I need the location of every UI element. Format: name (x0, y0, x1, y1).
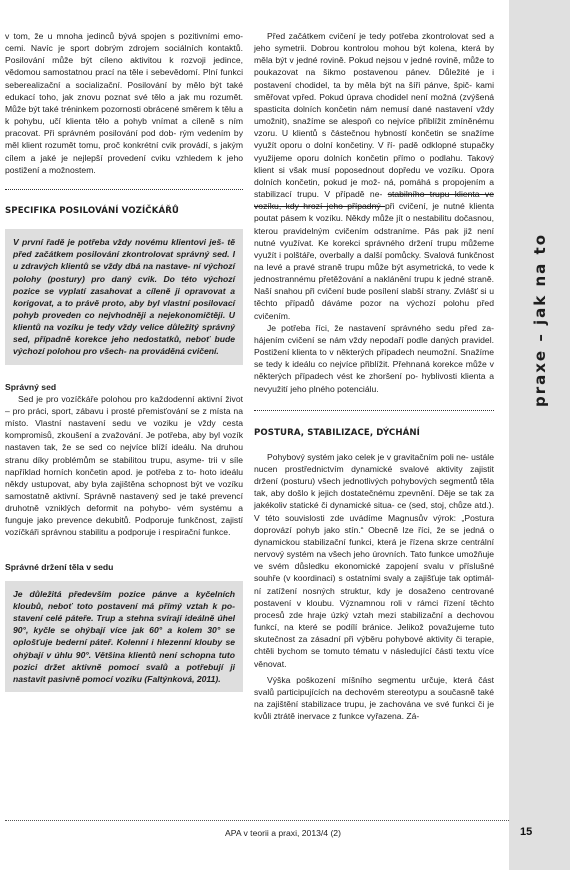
text-line: vlastní posilovací pohyb proveden co nejvhodněji (13, 297, 235, 320)
text-line: funkcí, na které se podílí bránice. Jelikož považujeme tuto (254, 622, 494, 633)
text-line: hoto ideálu někdy ustupovat, aby byla zajištěna schopnost (5, 466, 243, 489)
text-line: nedostatků, neboť bude výchozí polohou pro všech- (13, 334, 235, 357)
text-line: cemi. Navíc je sport dobrým zdrojem sociálních kontaktů. (5, 43, 243, 54)
text-line: V první řadě je potřeba vždy novému klientovi ješ- (13, 237, 228, 248)
text-line: být také edukací toho, jak znovu poznat své tělo a jak mu (5, 79, 243, 102)
text-line: na prováděná cvičení. (129, 346, 219, 357)
text-line: přímo o podlahu. Takový klient si však musí poposednout (254, 152, 494, 175)
text-line: na všech jeho úrovních. Tato funkce umožňuje ve svém (254, 549, 494, 572)
section-divider (254, 410, 494, 411)
text-line: sed. I u zdravých klientů se vždy dbá na nastave- (13, 249, 235, 272)
text-line: vědomou samostatnou prací na těle i sebevědomí. Plní (5, 67, 221, 78)
footer-divider (5, 820, 509, 821)
text-line: druhou stranu díky problémům se stabilitou trupu, asyme- (5, 442, 243, 465)
text-line: Je důležitá především pozice pánve a kyčelních (13, 588, 235, 599)
text-line: velice důležitý správný sed, případně korekce jeho (13, 322, 235, 345)
text-line: svalů participujících na dechovém stereotypu a současně (254, 686, 478, 697)
text-line: hájením cvičení se nám vždy nepodaří podle daných pravidel. Postižení klienta to v některých případech neumožní. (254, 334, 494, 358)
text-line: přiblížit zmíněnému vzoru. U klientů s částečnou hybností (254, 116, 494, 139)
text-line: může jít o nestabilitu dočasnou, kterou pravidelným cvičením odstraníme. Pás pak již není nutné využívat. Ke korekci (254, 213, 494, 248)
text-line: také na zajištění stabilizace trupu, je zachována ve své (254, 686, 494, 709)
korekce-paragraph (254, 322, 494, 395)
text-line: v tom, že u mnoha jedinců bývá spojen s pozitivními emo- (5, 31, 243, 41)
text-line: rým vedením by měl klient rozumět tomu, proč konkrétní (5, 128, 243, 151)
text-line: funkčnost, zajistí vozíčkáři správnou stabilitu a podporuje (5, 515, 244, 538)
text-line: nastavení vždy umožnit), snažíme se alespoň co nejvíce (254, 103, 495, 127)
text-line: nastavit pasivně pomocí vozíku (Faltýnková, 2011). (13, 673, 221, 684)
text-line: korekce může v některých případech vést ke zhoršení po- (254, 359, 494, 382)
subheading-spravny-sed: Správný sed (5, 381, 57, 392)
section-sidebar (509, 0, 570, 870)
text-line: Obecně lze říci, že se jedná o dynamickou stabilizační (254, 524, 494, 547)
text-line: se oplošťuje bederní páteř. Kolenní i hlezenní klouby (13, 625, 235, 648)
text-line: funkci či je kvůli ztrátě inervace z funkce vyřazena. Zá- (254, 698, 494, 722)
text-line: být ve vozíku samostatně aktivní. Správně nastavený sed (5, 478, 243, 501)
text-line: Magnusův výrok: „Postura doprovází pohyb jako stín.“ (254, 512, 494, 535)
text-line: procesů zde hraje úzký vztah mezi stabilizační a dechovou (254, 609, 494, 620)
text-line: přetěžování a naklánění trupu k jedné straně. Naší snahou (254, 274, 494, 297)
text-line: byl vozík nastaven tak, že se sed co nejvíce blíží ideálu. Na (5, 430, 244, 453)
dechovy-stereotyp-paragraph (254, 674, 494, 723)
text-line: úhel 90°, kyčle se ohýbají více jak 60° a kolem 30° (13, 613, 235, 636)
highlight-box-drzeni (5, 581, 243, 692)
text-line: život – pro práci, sport, zábavu i prosté přemisťování se (5, 393, 243, 416)
left-column (5, 30, 243, 692)
text-line: správného držení trupu můžeme využít i polštáře, overbally (254, 237, 494, 260)
text-line: Posilování může být cíleno aktivitou k rozvoji jedince, (5, 55, 243, 66)
text-line: skutečnost za zásadní při výběru pohybové aktivity či terapie, chtěli bychom se tomuto tématu v následující části (254, 634, 494, 657)
right-column (254, 30, 494, 722)
text-line: je také prevencí druhotně vzniklých deformit na pohybo- (5, 491, 243, 514)
text-line: může to poukazovat na šikmo postavenou pánev. Důležité (254, 55, 494, 78)
postura-paragraph (254, 451, 494, 670)
sidebar-section-label: praxe – jak na to (531, 232, 549, 408)
text-line: se ohýbají v úhlu 90°. Většina klientů není schopna (13, 637, 235, 660)
text-line: trii v síle například horních končetin apod. je potřeba z to- (5, 454, 243, 477)
text-line: tě před začátkem posilování zkontrolovat správný (13, 237, 235, 260)
text-line: postavení v kloubu. Významnou roli v rámci řízení těchto (254, 597, 494, 608)
text-line: cvik provádí, s jakým cílem a jaké je nejlepší provedení (5, 140, 243, 163)
text-line: i respirační funkce. (158, 527, 231, 538)
text-line: vém systému a funguje jako prevence dekubitů. Podporuje (5, 503, 243, 526)
text-line: Je potřeba říci, že nastavení správného sedu před za- (267, 322, 494, 333)
text-line: zajistit držení (posturu) všech jednotlivých pohybových (254, 464, 494, 487)
text-line: (zvýšená spasticita dolních končetin nám nemusí dané (254, 91, 494, 114)
text-line: a další pomůcky. Svalová funkčnost na levé a pravé straně (254, 249, 494, 272)
intro-paragraph (5, 30, 243, 176)
text-line: funkci, která je řízena skrze centrální nervový systém (254, 536, 494, 560)
text-line: dopředu ve vozíku. Opora dolních končetin, pokud je mož- (254, 164, 494, 187)
text-line: a jeho symetrii. Dobrou kontrolou mohou být kolena, která (254, 31, 494, 54)
section-divider (5, 189, 243, 190)
text-line: ustále nucen prostřednictvím dynamické svalové aktivity (254, 451, 494, 474)
section-heading-specifika: SPECIFIKA POSILOVÁNÍ VOZÍČKÁŘŮ (5, 205, 180, 216)
text-line: funkci seberealizační a socializační. Posilování by mělo (5, 67, 243, 90)
kontrola-sedu-paragraph (254, 30, 494, 322)
text-line: kloubů, neboť toto postavení má přímý vztah k po- (13, 600, 235, 611)
text-line: z místa na místo. Vlastní nastavení sedu ve voziku je vždy (5, 405, 243, 429)
text-line: směrem k tělu a k pohybu, učí klienta tělo a pohyb vnímat (5, 103, 243, 127)
text-line: případů dáváme pozor na výchozí polohu před cvičením. (254, 298, 494, 321)
text-line: při cvičení, je nutné klienta poutat pásem k vozíku. Někdy (254, 201, 494, 224)
text-line: cesta kompromisů, zkoušení a zvažování. Je potřeba, aby (5, 418, 243, 441)
text-line: opravovat a korigovat, a to právě proto, aby byl (13, 285, 235, 308)
text-line: segmentů těla tak, aby došlo k jejich dostatečnému zpevnění. Děje se tak za jakékoliv statické či dynamické situa- (254, 476, 494, 511)
sed-paragraph (5, 393, 243, 539)
text-line: rozumět. Může být také tréninkem pozornosti obrácené (5, 91, 243, 114)
text-line: tuto pozici držet aktivně pomocí svalů a potřebují ji (13, 649, 235, 672)
text-line: (v koordinaci) s ostatními svaly a zajišťuje tak optimál- (283, 573, 494, 584)
text-line: hyblivosti klienta a nevyužití jeho plného potenciálu. (254, 371, 494, 394)
text-line: Pohybový systém jako celek je v gravitačním poli ne- (267, 451, 472, 462)
text-line: a cíleně s ním pracovat. Při správném posilování pod dob- (5, 116, 244, 139)
text-line: Výška poškození míšního segmentu určuje, která část (267, 674, 494, 685)
text-line: Před začátkem cvičení je tedy potřeba zkontrolovat sed (267, 31, 490, 41)
text-line: a nejekonomičtěji. U klientů na vozíku je tedy vždy (13, 309, 235, 333)
text-line: důsledku ekonomické zapojení svalu v příslušné souhře (254, 561, 494, 584)
text-line: trupu může být asymetrická, to vede k jednostrannému (254, 261, 494, 285)
highlight-box-sed (5, 229, 243, 365)
text-line: ní výchozí polohy (postury) pro daný cvik. Do této (13, 261, 235, 284)
subheading-drzeni-tela: Správné držení těla v sedu (5, 561, 114, 572)
text-line: cviku vzhledem k jeho postižení a možnostem. (5, 152, 243, 175)
text-line: Sed je pro vozíčkáře polohou pro každodenní aktivní (18, 393, 226, 404)
text-line: padě odklopné stupačky využijeme oporu dolních končetin (254, 140, 494, 163)
text-line: je i postavení chodidel, ta by měla být na šíři pánve, špič- (254, 67, 494, 90)
text-line: textu více věnovat. (254, 646, 494, 669)
struck-text-line: stabilního trupu klienta ve vozíku, kdy hrozí jeho případný (254, 189, 494, 212)
text-line: ní zatížení nosných struktur, kdy je dosaženo centrované (254, 585, 494, 596)
text-line: končetin se snažíme využít oporu o dolní končetiny. V ří- (254, 128, 495, 151)
text-line: stavení celé páteře. Trup a stehna svírají ideálně (13, 613, 218, 624)
text-line: při cvičení bude posílení slabší strany. Zvlášť si u těchto (254, 286, 494, 309)
text-line: kami směřovat vpřed. Pokud úprava chodidel není možná (254, 79, 494, 102)
footer-journal-info: APA v teorii a praxi, 2013/4 (2) (225, 828, 341, 838)
text-line: Snažíme se tedy k ideálu co nejvíce přiblížit. Přehnaná (254, 347, 494, 370)
text-line: ce (sed, stoj, chůze atd.). V této souvislosti zde uvádíme (254, 500, 494, 523)
section-heading-postura: POSTURA, STABILIZACE, DÝCHÁNÍ (254, 427, 420, 438)
text-line: by měla být v jedné rovině. Pokud nejsou v jedné rovině, (254, 43, 494, 66)
page-number: 15 (520, 826, 533, 838)
text-line: výchozí pozice se vyplatí zasahovat a cíleně ji (13, 273, 235, 296)
text-line: ná, pomáhá s propojením a stabilizací trupu. V případě ne- (254, 176, 494, 200)
